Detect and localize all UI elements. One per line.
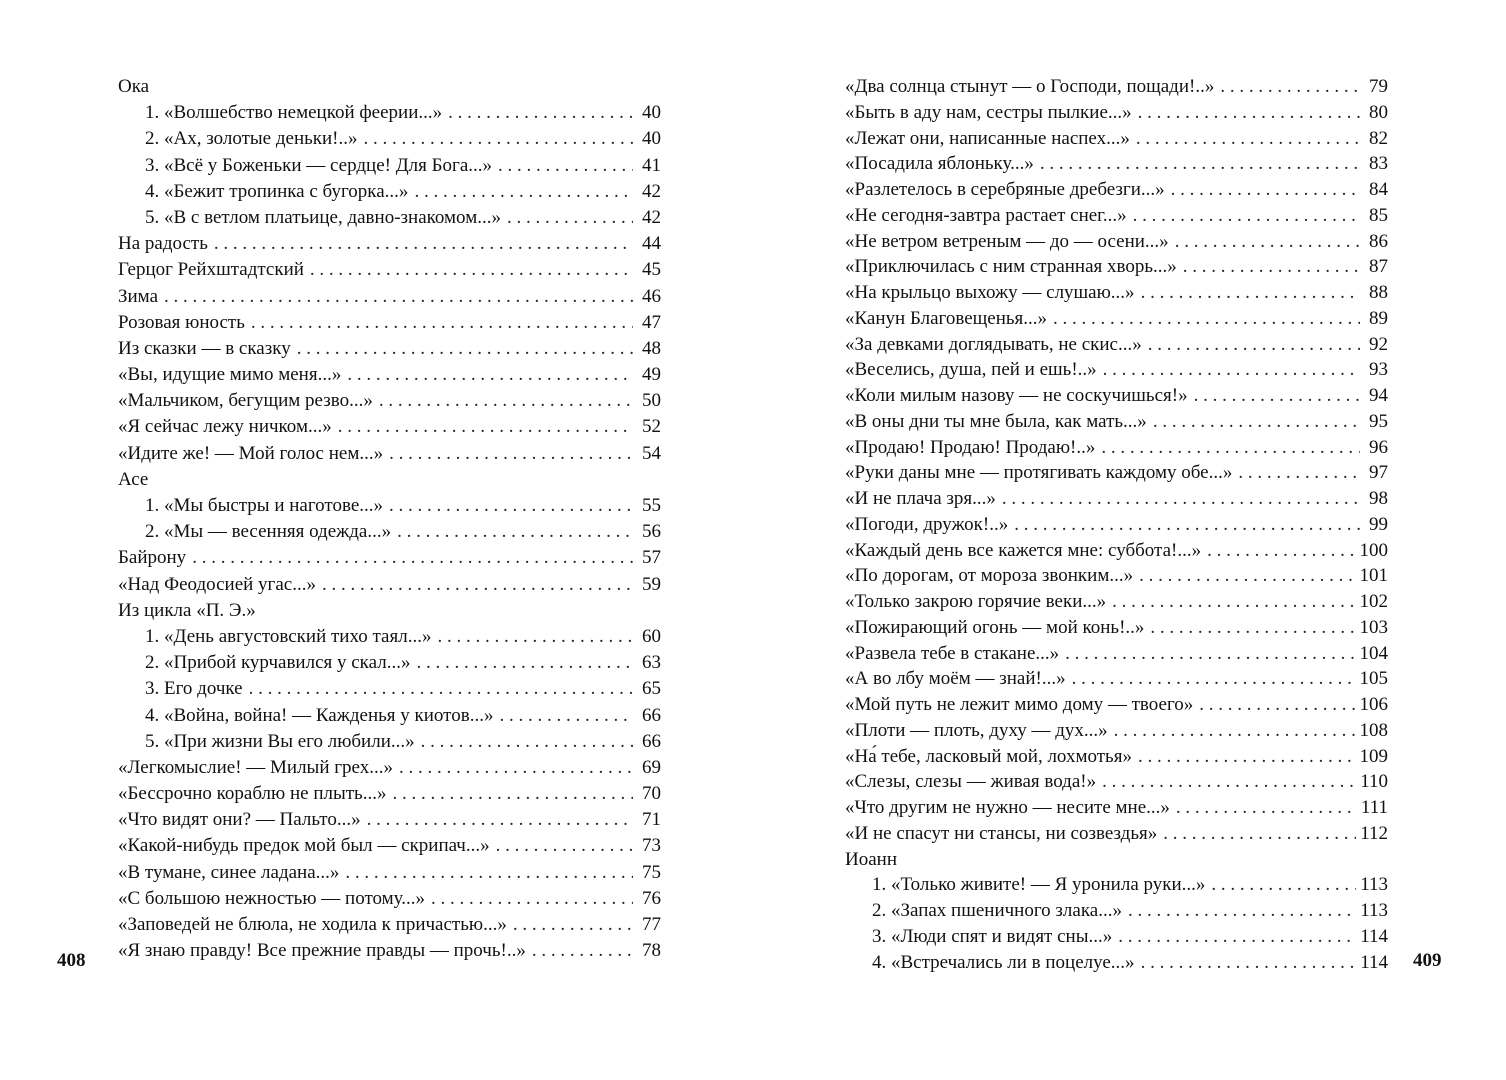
dot-leader bbox=[1171, 177, 1360, 203]
toc-entry-page: 48 bbox=[642, 337, 661, 359]
toc-entry-title: 1. «День августовский тихо таял...» bbox=[145, 625, 432, 647]
toc-entry-title: «Мальчиком, бегущим резво...» bbox=[118, 390, 373, 412]
dot-leader bbox=[1220, 74, 1360, 100]
toc-entry-title: 3. «Люди спят и видят сны...» bbox=[872, 925, 1113, 947]
toc-entry-title: «Какой-нибудь предок мой был — скрипач...» bbox=[118, 835, 490, 857]
dot-leader bbox=[1199, 692, 1355, 718]
toc-entry-page: 44 bbox=[642, 233, 661, 255]
toc-entry-page: 109 bbox=[1359, 745, 1388, 767]
toc-entry-page: 97 bbox=[1369, 462, 1388, 484]
toc-entry-page: 89 bbox=[1369, 307, 1388, 329]
toc-entry bbox=[118, 650, 661, 676]
toc-entry-page: 108 bbox=[1359, 719, 1388, 741]
toc-entry-title: «Каждый день все кажется мне: суббота!...» bbox=[845, 539, 1202, 561]
toc-entry-page: 40 bbox=[642, 128, 661, 150]
toc-entry bbox=[118, 729, 661, 755]
dot-leader bbox=[192, 545, 633, 571]
left-page-number: 408 bbox=[57, 950, 86, 971]
toc-entry-title: «И не плача зря...» bbox=[845, 488, 996, 509]
toc-entry-title: На радость bbox=[118, 233, 208, 255]
dot-leader bbox=[1153, 409, 1360, 435]
toc-entry bbox=[118, 179, 661, 205]
dot-leader bbox=[1175, 229, 1360, 255]
toc-entry bbox=[118, 74, 661, 100]
toc-entry bbox=[845, 821, 1388, 847]
toc-entry-page: 49 bbox=[642, 364, 661, 386]
toc-entry-title: «Два солнца стынут — о Господи, пощади!..» bbox=[845, 76, 1215, 97]
toc-entry-page: 77 bbox=[642, 914, 661, 935]
toc-entry-title: Розовая юность bbox=[118, 311, 245, 333]
toc-entry bbox=[845, 126, 1388, 152]
toc-entry-title: Из цикла «П. Э.» bbox=[118, 599, 256, 621]
toc-entry-title: «Я сейчас лежу ничком...» bbox=[118, 416, 332, 438]
toc-entry bbox=[118, 598, 661, 624]
dot-leader bbox=[448, 100, 633, 126]
toc-entry-page: 105 bbox=[1359, 668, 1388, 690]
dot-leader bbox=[1176, 795, 1357, 821]
toc-entry-page: 96 bbox=[1369, 436, 1388, 458]
toc-entry-page: 87 bbox=[1369, 256, 1388, 278]
toc-entry-title: «Развела тебе в стакане...» bbox=[845, 642, 1060, 664]
dot-leader bbox=[1183, 254, 1360, 280]
toc-entry bbox=[118, 912, 661, 938]
dot-leader bbox=[1101, 435, 1360, 461]
dot-leader bbox=[1148, 332, 1360, 358]
toc-entry-title: «Канун Благовещенья...» bbox=[845, 307, 1048, 329]
dot-leader bbox=[1065, 641, 1355, 667]
dot-leader bbox=[379, 388, 633, 414]
dot-leader bbox=[1163, 821, 1356, 847]
toc-entry-title: «Не сегодня-завтра растает снег...» bbox=[845, 204, 1127, 226]
toc-entry-title: «Вы, идущие мимо меня...» bbox=[118, 364, 342, 386]
toc-entry bbox=[845, 898, 1388, 924]
toc-entry-page: 69 bbox=[642, 756, 661, 778]
toc-entry bbox=[118, 231, 661, 257]
dot-leader bbox=[1072, 666, 1356, 692]
toc-entry-page: 103 bbox=[1359, 616, 1388, 638]
toc-entry-page: 113 bbox=[1360, 900, 1388, 921]
dot-leader bbox=[214, 231, 633, 257]
toc-entry-page: 66 bbox=[642, 704, 661, 726]
toc-entry-title: «Плоти — плоть, духу — дух...» bbox=[845, 719, 1108, 741]
toc-entry bbox=[845, 769, 1388, 795]
toc-entry-title: «На́ тебе, ласковый мой, лохмотья» bbox=[845, 745, 1132, 767]
toc-entry-page: 52 bbox=[642, 416, 661, 438]
toc-entry-page: 63 bbox=[642, 652, 661, 674]
dot-leader bbox=[1002, 486, 1360, 512]
toc-entry-page: 80 bbox=[1369, 101, 1388, 123]
toc-entry bbox=[845, 872, 1388, 898]
toc-entry-page: 73 bbox=[642, 835, 661, 857]
toc-entry-page: 104 bbox=[1359, 642, 1388, 664]
toc-entry-page: 110 bbox=[1360, 771, 1388, 793]
dot-leader bbox=[249, 676, 633, 702]
toc-entry-page: 100 bbox=[1359, 539, 1388, 561]
toc-entry bbox=[118, 284, 661, 310]
toc-entry-title: «Что видят они? — Пальто...» bbox=[118, 809, 361, 831]
dot-leader bbox=[1133, 203, 1360, 229]
toc-entry-title: «По дорогам, от мороза звонким...» bbox=[845, 565, 1134, 587]
toc-entry-title: «Коли милым назову — не соскучишься!» bbox=[845, 385, 1188, 406]
toc-entry-page: 40 bbox=[642, 102, 661, 124]
toc-entry-page: 106 bbox=[1359, 694, 1388, 715]
toc-entry bbox=[845, 332, 1388, 358]
dot-leader bbox=[1112, 589, 1355, 615]
toc-entry-title: «Легкомыслие! — Милый грех...» bbox=[118, 756, 393, 778]
toc-entry bbox=[845, 74, 1388, 100]
toc-entry bbox=[845, 203, 1388, 229]
toc-entry-title: 4. «Встречались ли в поцелуе...» bbox=[872, 951, 1135, 973]
toc-entry bbox=[118, 676, 661, 702]
toc-entry-page: 57 bbox=[642, 547, 661, 569]
toc-entry bbox=[845, 538, 1388, 564]
toc-entry bbox=[118, 205, 661, 231]
dot-leader bbox=[496, 833, 633, 859]
dot-leader bbox=[164, 284, 633, 310]
toc-entry-page: 79 bbox=[1369, 76, 1388, 97]
toc-entry-page: 70 bbox=[642, 783, 661, 805]
toc-entry-title: «Заповедей не блюла, не ходила к причастью...» bbox=[118, 914, 507, 935]
toc-entry-title: Из сказки — в сказку bbox=[118, 337, 291, 359]
toc-entry-title: 5. «В с ветлом платьице, давно-знакомом...» bbox=[145, 206, 501, 228]
toc-entry-title: «Веселись, душа, пей и ешь!..» bbox=[845, 359, 1097, 381]
toc-entry bbox=[845, 254, 1388, 280]
toc-entry-page: 45 bbox=[642, 259, 661, 281]
toc-entry-title: «Бессрочно кораблю не плыть...» bbox=[118, 783, 387, 805]
toc-entry bbox=[845, 512, 1388, 538]
dot-leader bbox=[532, 938, 633, 964]
toc-entry bbox=[118, 388, 661, 414]
toc-entry bbox=[118, 362, 661, 388]
toc-entry bbox=[118, 807, 661, 833]
toc-entry-page: 111 bbox=[1360, 797, 1388, 818]
toc-entry bbox=[845, 100, 1388, 126]
toc-entry-page: 55 bbox=[642, 495, 661, 516]
toc-entry bbox=[118, 572, 661, 598]
toc-entry-title: Зима bbox=[118, 285, 159, 307]
toc-entry bbox=[845, 589, 1388, 615]
toc-entry-title: «В тумане, синее ладана...» bbox=[118, 861, 340, 883]
dot-leader bbox=[338, 414, 633, 440]
toc-entry-title: «Идите же! — Мой голос нем...» bbox=[118, 442, 384, 464]
dot-leader bbox=[1128, 898, 1356, 924]
toc-entry-page: 112 bbox=[1360, 822, 1388, 844]
toc-entry-page: 88 bbox=[1369, 282, 1388, 303]
toc-entry bbox=[118, 467, 661, 493]
toc-entry bbox=[845, 718, 1388, 744]
toc-entry-title: Иоанн bbox=[845, 848, 897, 870]
toc-entry bbox=[845, 460, 1388, 486]
toc-entry bbox=[118, 938, 661, 964]
toc-entry bbox=[118, 833, 661, 859]
toc-entry bbox=[845, 666, 1388, 692]
toc-entry bbox=[845, 435, 1388, 461]
toc-entry-title: «В оны дни ты мне была, как мать...» bbox=[845, 410, 1147, 432]
toc-entry-title: «На крыльцо выхожу — слушаю...» bbox=[845, 282, 1135, 303]
dot-leader bbox=[1238, 460, 1360, 486]
dot-leader bbox=[1118, 924, 1356, 950]
toc-entry-page: 85 bbox=[1369, 204, 1388, 226]
toc-entry-title: Байрону bbox=[118, 547, 187, 569]
toc-entry-title: «Руки даны мне — протягивать каждому обе...» bbox=[845, 462, 1233, 484]
toc-entry-title: Ока bbox=[118, 76, 150, 97]
toc-entry bbox=[845, 177, 1388, 203]
toc-entry-title: «Слезы, слезы — живая вода!» bbox=[845, 771, 1097, 793]
toc-entry-title: «Разлетелось в серебряные дребезги...» bbox=[845, 179, 1165, 200]
toc-entry bbox=[845, 151, 1388, 177]
toc-entry-page: 47 bbox=[642, 311, 661, 333]
dot-leader bbox=[513, 912, 633, 938]
toc-entry bbox=[118, 257, 661, 283]
toc-entry-page: 60 bbox=[642, 625, 661, 647]
toc-entry bbox=[845, 950, 1388, 976]
dot-leader bbox=[1207, 538, 1355, 564]
toc-entry-page: 92 bbox=[1369, 333, 1388, 355]
toc-entry-title: Герцог Рейхштадтский bbox=[118, 259, 304, 281]
toc-entry-title: 2. «Запах пшеничного злака...» bbox=[872, 900, 1122, 921]
dot-leader bbox=[251, 310, 633, 336]
dot-leader bbox=[389, 493, 633, 519]
toc-entry bbox=[845, 795, 1388, 821]
toc-entry bbox=[118, 336, 661, 362]
toc-entry bbox=[845, 744, 1388, 770]
toc-entry bbox=[845, 924, 1388, 950]
dot-leader bbox=[297, 336, 633, 362]
toc-entry-page: 54 bbox=[642, 442, 661, 464]
toc-entry bbox=[845, 229, 1388, 255]
toc-entry-title: «Посадила яблоньку...» bbox=[845, 153, 1034, 175]
toc-entry-title: 4. «Война, война! — Кажденья у киотов...» bbox=[145, 704, 494, 726]
toc-entry-page: 101 bbox=[1359, 565, 1388, 587]
dot-leader bbox=[347, 362, 633, 388]
toc-entry-title: 2. «Прибой курчавился у скал...» bbox=[145, 652, 411, 674]
toc-entry-title: 1. «Волшебство немецкой феерии...» bbox=[145, 102, 443, 124]
toc-entry bbox=[118, 519, 661, 545]
dot-leader bbox=[1139, 563, 1355, 589]
dot-leader bbox=[416, 650, 633, 676]
dot-leader bbox=[322, 572, 633, 598]
toc-entry bbox=[118, 493, 661, 519]
dot-leader bbox=[1053, 306, 1360, 332]
toc-entry bbox=[845, 383, 1388, 409]
toc-entry-title: 3. «Всё у Боженьки — сердце! Для Бога...» bbox=[145, 154, 493, 176]
toc-entry bbox=[118, 414, 661, 440]
toc-entry-page: 78 bbox=[642, 940, 661, 962]
toc-entry bbox=[845, 280, 1388, 306]
toc-entry-page: 82 bbox=[1369, 127, 1388, 149]
toc-entry-page: 59 bbox=[642, 573, 661, 595]
toc-entry bbox=[118, 624, 661, 650]
toc-entry-title: «А во лбу моём — знай!...» bbox=[845, 668, 1066, 690]
right-page-toc bbox=[845, 74, 1388, 975]
dot-leader bbox=[1194, 383, 1360, 409]
dot-leader bbox=[397, 519, 633, 545]
dot-leader bbox=[389, 441, 633, 467]
toc-entry bbox=[118, 153, 661, 179]
toc-entry bbox=[845, 357, 1388, 383]
toc-entry-title: «Над Феодосией угас...» bbox=[118, 573, 316, 595]
dot-leader bbox=[1040, 151, 1360, 177]
toc-entry-page: 95 bbox=[1369, 410, 1388, 432]
toc-entry-page: 42 bbox=[642, 180, 661, 202]
dot-leader bbox=[1014, 512, 1360, 538]
toc-entry-title: «Погоди, дружок!..» bbox=[845, 513, 1009, 535]
toc-entry-page: 66 bbox=[642, 730, 661, 752]
toc-entry-title: 4. «Бежит тропинка с бугорка...» bbox=[145, 180, 409, 202]
toc-entry-page: 76 bbox=[642, 887, 661, 909]
dot-leader bbox=[431, 886, 633, 912]
toc-entry-page: 56 bbox=[642, 521, 661, 543]
toc-entry-title: 2. «Мы — весенняя одежда...» bbox=[145, 521, 392, 543]
toc-entry-page: 65 bbox=[642, 678, 661, 700]
toc-entry-title: «Продаю! Продаю! Продаю!..» bbox=[845, 436, 1096, 458]
toc-entry bbox=[845, 641, 1388, 667]
toc-entry-title: 3. Его дочке bbox=[145, 678, 243, 700]
toc-entry-page: 114 bbox=[1360, 925, 1388, 947]
toc-entry-title: «И не спасут ни стансы, ни созвездья» bbox=[845, 822, 1158, 844]
dot-leader bbox=[1141, 950, 1357, 976]
toc-entry-title: «С большою нежностью — потому...» bbox=[118, 887, 426, 909]
toc-entry bbox=[118, 441, 661, 467]
toc-entry bbox=[845, 847, 1388, 873]
toc-entry-title: «Я знаю правду! Все прежние правды — прочь!..» bbox=[118, 940, 526, 962]
toc-entry-page: 84 bbox=[1369, 179, 1388, 200]
dot-leader bbox=[1103, 357, 1360, 383]
toc-entry bbox=[118, 310, 661, 336]
toc-entry-title: «За девками доглядывать, не скис...» bbox=[845, 333, 1142, 355]
toc-entry-page: 75 bbox=[642, 861, 661, 883]
dot-leader bbox=[345, 860, 633, 886]
toc-entry bbox=[118, 860, 661, 886]
dot-leader bbox=[498, 153, 633, 179]
toc-entry-title: «Быть в аду нам, сестры пылкие...» bbox=[845, 101, 1132, 123]
toc-entry-page: 86 bbox=[1369, 230, 1388, 252]
dot-leader bbox=[507, 205, 633, 231]
dot-leader bbox=[1136, 126, 1360, 152]
toc-entry-page: 102 bbox=[1359, 591, 1388, 612]
dot-leader bbox=[392, 781, 633, 807]
toc-entry-title: 2. «Ах, золотые деньки!..» bbox=[145, 128, 358, 150]
dot-leader bbox=[1150, 615, 1355, 641]
toc-entry bbox=[118, 703, 661, 729]
toc-entry-title: «Пожирающий огонь — мой конь!..» bbox=[845, 616, 1145, 638]
toc-entry-title: «Лежат они, написанные наспех...» bbox=[845, 127, 1130, 149]
dot-leader bbox=[421, 729, 633, 755]
dot-leader bbox=[1138, 744, 1356, 770]
toc-entry bbox=[845, 486, 1388, 512]
toc-entry-page: 113 bbox=[1360, 874, 1388, 896]
toc-entry bbox=[118, 100, 661, 126]
toc-entry-title: «Не ветром ветреным — до — осени...» bbox=[845, 230, 1169, 252]
toc-entry-title: 5. «При жизни Вы его любили...» bbox=[145, 730, 415, 752]
dot-leader bbox=[1141, 280, 1360, 306]
toc-entry-title: «Мой путь не лежит мимо дому — твоего» bbox=[845, 694, 1194, 715]
toc-entry bbox=[118, 126, 661, 152]
left-page-toc bbox=[118, 74, 661, 964]
toc-entry-page: 83 bbox=[1369, 153, 1388, 175]
toc-entry-page: 46 bbox=[642, 285, 661, 307]
toc-entry bbox=[845, 306, 1388, 332]
toc-entry-page: 41 bbox=[642, 154, 661, 176]
dot-leader bbox=[437, 624, 633, 650]
toc-entry-title: «Приключилась с ним странная хворь...» bbox=[845, 256, 1177, 278]
toc-entry-title: «Что другим не нужно — несите мне...» bbox=[845, 797, 1170, 818]
dot-leader bbox=[367, 807, 633, 833]
toc-entry-title: 1. «Мы быстры и наготове...» bbox=[145, 495, 384, 516]
toc-entry bbox=[845, 692, 1388, 718]
toc-entry bbox=[118, 781, 661, 807]
dot-leader bbox=[399, 755, 633, 781]
dot-leader bbox=[414, 179, 633, 205]
dot-leader bbox=[364, 126, 633, 152]
toc-entry bbox=[845, 615, 1388, 641]
dot-leader bbox=[1138, 100, 1360, 126]
toc-entry-title: Асе bbox=[118, 468, 149, 490]
right-page-number: 409 bbox=[1413, 950, 1442, 971]
toc-entry-page: 94 bbox=[1369, 385, 1388, 406]
dot-leader bbox=[1211, 872, 1356, 898]
dot-leader bbox=[499, 703, 633, 729]
toc-entry-title: 1. «Только живите! — Я уронила руки...» bbox=[872, 874, 1206, 896]
toc-entry-page: 42 bbox=[642, 206, 661, 228]
toc-entry-page: 71 bbox=[642, 809, 661, 831]
dot-leader bbox=[1114, 718, 1356, 744]
toc-entry bbox=[118, 755, 661, 781]
toc-entry bbox=[118, 886, 661, 912]
toc-entry bbox=[118, 545, 661, 571]
toc-entry-page: 114 bbox=[1360, 951, 1388, 973]
toc-entry bbox=[845, 563, 1388, 589]
dot-leader bbox=[1102, 769, 1356, 795]
toc-entry-page: 93 bbox=[1369, 359, 1388, 381]
dot-leader bbox=[310, 257, 633, 283]
toc-entry-page: 98 bbox=[1369, 488, 1388, 509]
toc-entry-page: 99 bbox=[1369, 513, 1388, 535]
toc-entry-title: «Только закрою горячие веки...» bbox=[845, 591, 1107, 612]
toc-entry bbox=[845, 409, 1388, 435]
toc-entry-page: 50 bbox=[642, 390, 661, 412]
